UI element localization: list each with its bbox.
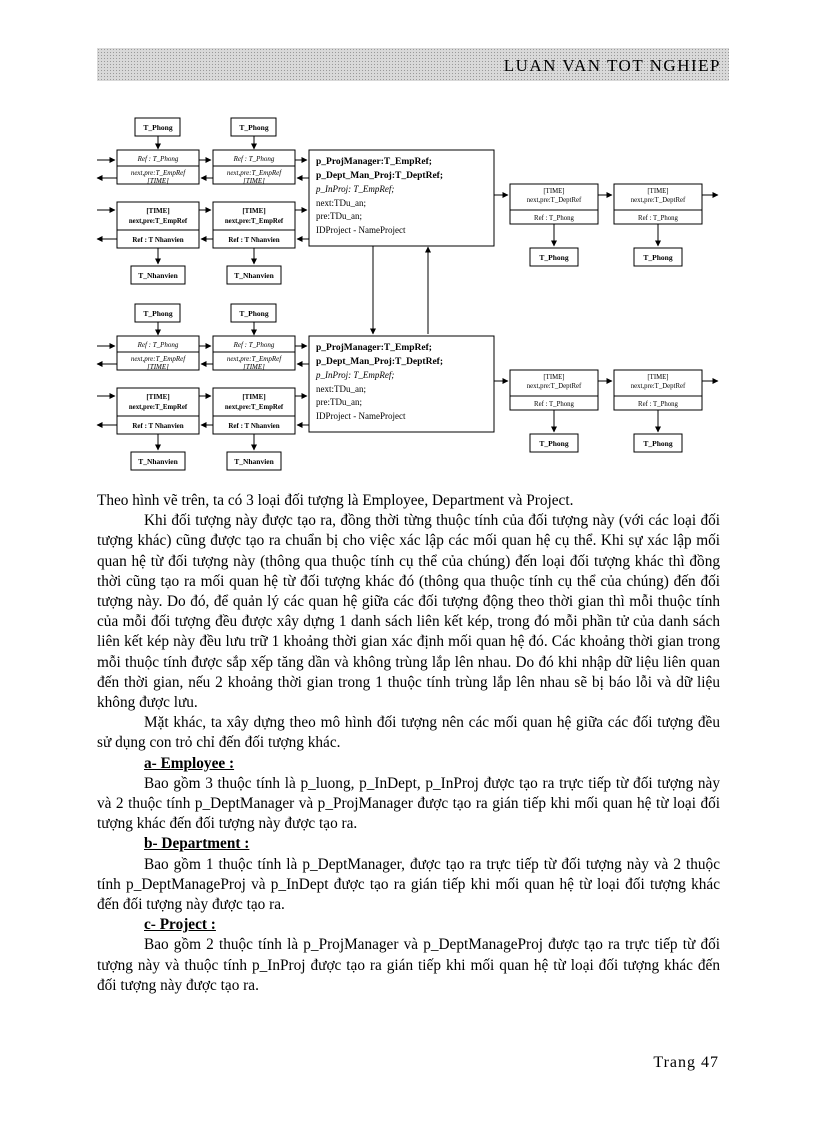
project-line-5: pre:TDu_an;: [316, 211, 362, 221]
right-dept-label-a: T_Phong: [539, 253, 569, 262]
project-line-1: p_ProjManager:T_EmpRef;: [316, 343, 432, 353]
right-dept-label-b: T_Phong: [643, 253, 673, 262]
page-number: Trang 47: [653, 1054, 719, 1071]
right-time-a: [TIME]: [543, 374, 565, 381]
dept-box-label-right: T_Phong: [239, 309, 269, 318]
paragraph-pointers: Mặt khác, ta xây dựng theo mô hình đối tượng nên các mối quan hệ giữa các đối tượng đều sử dụng con trỏ chỉ đến đối tượng khác.: [97, 714, 720, 752]
ref-phong-left: Ref : T_Phong: [137, 341, 179, 349]
ref-nhanvien-left: Ref : T Nhanvien: [132, 236, 184, 244]
next-pre-bold-left: next,pre:T_EmpRef: [128, 218, 188, 225]
object-relationship-diagram: [0, 0, 816, 480]
next-pre-italic-right: next,pre:T_EmpRef: [226, 355, 282, 363]
emp-box-label-right: T_Nhanvien: [234, 457, 274, 466]
paragraph-project: Bao gồm 2 thuộc tính là p_ProjManager và p_DeptManageProj được tạo ra trực tiếp từ đối tượng này và thuộc tính p_InProj được tạo ra gián tiếp khi mối quan hệ từ loại đối tượng khác đến đối tượng này được tạo ra.: [97, 936, 720, 994]
heading-employee: a- Employee :: [144, 754, 235, 772]
ref-phong-left: Ref : T_Phong: [137, 155, 179, 163]
time-italic-left: [TIME]: [147, 177, 169, 185]
project-line-2: p_Dept_Man_Proj:T_DeptRef;: [316, 357, 443, 367]
dept-box-label-left: T_Phong: [143, 309, 173, 318]
paragraph-intro: Theo hình vẽ trên, ta có 3 loại đối tượng là Employee, Department và Project.: [97, 492, 574, 509]
next-pre-italic-left: next,pre:T_EmpRef: [130, 169, 186, 177]
ref-nhanvien-left: Ref : T Nhanvien: [132, 422, 184, 430]
right-ref-b: Ref : T_Phong: [638, 215, 678, 222]
paragraph-employee: Bao gồm 3 thuộc tính là p_luong, p_InDept, p_InProj được tạo ra trực tiếp từ đối tượng này và 2 thuộc tính p_DeptManager và p_ProjManager được tạo ra gián tiếp khi mối quan hệ từ loại đối tượng khác đến đối tượng này được tạo ra.: [97, 774, 720, 833]
emp-box-label-right: T_Nhanvien: [234, 271, 274, 280]
ref-phong-right: Ref : T_Phong: [233, 341, 275, 349]
time-bold-left: [TIME]: [146, 393, 170, 401]
time-bold-left: [TIME]: [146, 207, 170, 215]
right-ref-a: Ref : T_Phong: [534, 401, 574, 408]
right-next-pre-b: next,pre:T_DeptRef: [630, 197, 686, 204]
right-ref-b: Ref : T_Phong: [638, 401, 678, 408]
project-line-6: IDProject - NameProject: [316, 411, 406, 421]
right-time-a: [TIME]: [543, 188, 565, 195]
time-italic-right: [TIME]: [243, 177, 265, 185]
project-line-3: p_InProj: T_EmpRef;: [316, 184, 395, 194]
project-line-4: next:TDu_an;: [316, 384, 366, 394]
project-line-6: IDProject - NameProject: [316, 225, 406, 235]
paragraph-department: Bao gồm 1 thuộc tính là p_DeptManager, được tạo ra trực tiếp từ đối tượng này và 2 thuộc tính p_DeptManageProj và p_InDept được tạo ra gián tiếp khi mối quan hệ từ loại đối tượng khác đến đối tượng này được tạo ra.: [97, 855, 720, 914]
project-line-3: p_InProj: T_EmpRef;: [316, 370, 395, 380]
emp-box-label-left: T_Nhanvien: [138, 271, 178, 280]
ref-phong-right: Ref : T_Phong: [233, 155, 275, 163]
project-line-2: p_Dept_Man_Proj:T_DeptRef;: [316, 171, 443, 181]
right-dept-label-b: T_Phong: [643, 439, 673, 448]
right-next-pre-a: next,pre:T_DeptRef: [526, 383, 582, 390]
next-pre-bold-right: next,pre:T_EmpRef: [224, 218, 284, 225]
heading-project: c- Project :: [144, 916, 216, 934]
ref-nhanvien-right: Ref : T Nhanvien: [228, 236, 280, 244]
right-time-b: [TIME]: [647, 374, 669, 381]
emp-box-label-left: T_Nhanvien: [138, 457, 178, 466]
right-next-pre-b: next,pre:T_DeptRef: [630, 383, 686, 390]
time-bold-right: [TIME]: [242, 393, 266, 401]
diagram-group-top: [97, 118, 718, 284]
paragraph-relations: Khi đối tượng này được tạo ra, đồng thời từng thuộc tính của đối tượng này (với các loại đối tượng khác) cũng được tạo ra chuẩn bị cho việc xác lập các mối quan hệ cụ thể. Khi sự xác lập mối quan hệ từ đối tượng này (thông qua thuộc tính cụ thể của chúng) đến loại đối tượng khác thì đồng thời cũng tạo ra mối quan hệ từ đối tượng khác đó (thông qua thuộc tính cụ thể của chúng) đến đối tượng này. Do đó, để quản lý các quan hệ giữa các đối tượng động theo thời gian thì mỗi thuộc tính của mỗi đối tượng đều được xây dựng 1 danh sách liên kết kép, trong đó mỗi phần tử của danh sách liên kết kép này đều lưu trữ 1 khoảng thời gian xác định mối quan hệ đó. Các khoảng thời gian trong mỗi thuộc tính được sắp xếp tăng dần và không trùng lắp lên nhau. Do đó khi nhập dữ liệu liên quan đến thời gian, nếu 2 khoảng thời gian trong 1 thuộc tính trùng lắp lên nhau sẽ bị báo lỗi và dữ liệu không được lưu.: [97, 512, 720, 712]
next-pre-bold-right: next,pre:T_EmpRef: [224, 404, 284, 411]
project-line-5: pre:TDu_an;: [316, 397, 362, 407]
header-title: LUAN VAN TOT NGHIEP: [503, 56, 721, 75]
heading-department: b- Department :: [144, 835, 250, 853]
time-italic-right: [TIME]: [243, 363, 265, 371]
right-dept-label-a: T_Phong: [539, 439, 569, 448]
dept-box-label-left: T_Phong: [143, 123, 173, 132]
ref-nhanvien-right: Ref : T Nhanvien: [228, 422, 280, 430]
right-time-b: [TIME]: [647, 188, 669, 195]
next-pre-bold-left: next,pre:T_EmpRef: [128, 404, 188, 411]
next-pre-italic-right: next,pre:T_EmpRef: [226, 169, 282, 177]
project-line-1: p_ProjManager:T_EmpRef;: [316, 157, 432, 167]
time-italic-left: [TIME]: [147, 363, 169, 371]
next-pre-italic-left: next,pre:T_EmpRef: [130, 355, 186, 363]
project-line-4: next:TDu_an;: [316, 198, 366, 208]
dept-box-label-right: T_Phong: [239, 123, 269, 132]
time-bold-right: [TIME]: [242, 207, 266, 215]
body-text: [97, 491, 720, 996]
right-next-pre-a: next,pre:T_DeptRef: [526, 197, 582, 204]
right-ref-a: Ref : T_Phong: [534, 215, 574, 222]
diagram-group-bottom: [97, 304, 718, 470]
